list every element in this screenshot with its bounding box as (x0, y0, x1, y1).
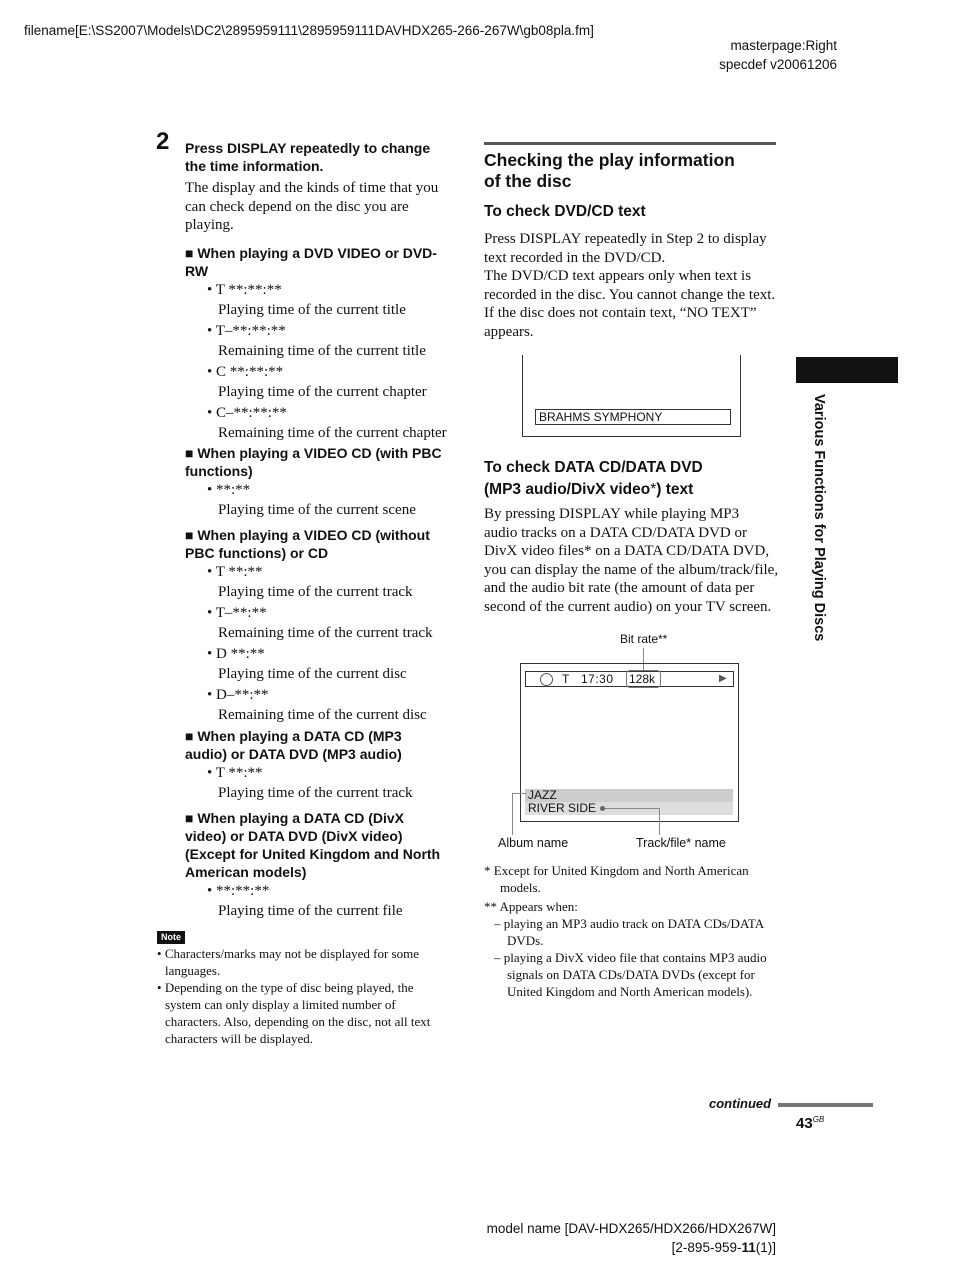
dvdcd-line: recorded in the disc. You cannot change the text. (484, 286, 776, 303)
footnotes (484, 862, 784, 1000)
data-line: you can display the name of the album/track/file, (484, 561, 779, 578)
bullet: • (207, 323, 216, 339)
time-code: T **:**:** (215, 282, 282, 298)
masterpage-text: masterpage:Right (730, 38, 837, 53)
time-section (185, 244, 455, 442)
time-code-description: Playing time of the current file (218, 903, 403, 919)
dvdcd-title: To check DVD/CD text (484, 203, 646, 220)
bullet: • (207, 605, 216, 621)
time-code-item (185, 281, 455, 299)
track-name-text: RIVER SIDE (525, 802, 733, 815)
header-masterpage (719, 36, 837, 74)
footnote-line: * Except for United Kingdom and North American (484, 863, 749, 878)
time-code-description: Playing time of the current disc (218, 666, 407, 682)
footer-code-prefix: [2-895-959- (671, 1240, 742, 1255)
footnote-line: – playing a DivX video file that contains MP3 audio (494, 950, 767, 965)
time-code-description: Remaining time of the current track (218, 625, 433, 641)
section-title-line: ■ When playing a DATA CD (MP3 (185, 728, 402, 744)
data-title-part: (MP3 audio/DivX video (484, 481, 651, 498)
step-body-line: The display and the kinds of time that you (185, 180, 439, 196)
dvdcd-line: If the disc does not contain text, “NO TEXT” (484, 305, 757, 322)
time-code-description: Remaining time of the current disc (218, 707, 427, 723)
bullet: • (207, 765, 216, 781)
time-code: **:**:** (216, 883, 270, 899)
data-title-part: ) text (656, 481, 694, 498)
time-section (185, 444, 455, 519)
dvd-text-bar: BRAHMS SYMPHONY (535, 409, 731, 425)
section-title-line: audio) or DATA DVD (MP3 audio) (185, 746, 402, 762)
dvdcd-line: Press DISPLAY repeatedly in Step 2 to display (484, 231, 767, 247)
time-code-description: Playing time of the current scene (218, 502, 416, 518)
track-leader (659, 808, 660, 835)
time-code-item (185, 404, 455, 422)
side-tab-label: Various Functions for Playing Discs (811, 394, 827, 642)
time-code: T **:** (215, 564, 263, 580)
header-filename: filename[E:\SS2007\Models\DC2\2895959111\2895959111DAVHDX265-266-267W\gb08pla.fm] (24, 23, 594, 38)
data-line: second of the current audio) on your TV screen. (484, 598, 772, 615)
bullet: • (207, 405, 217, 421)
footer-model: model name [DAV-HDX265/HDX266/HDX267W] (486, 1221, 776, 1236)
bullet: • (207, 646, 217, 662)
heading-line: Checking the play information (484, 150, 735, 170)
note-label: Note (157, 931, 185, 944)
time-code: D **:** (216, 646, 265, 662)
step-body (185, 179, 438, 235)
section-title-line: functions) (185, 463, 253, 479)
specdef-text: specdef v20061206 (719, 57, 837, 72)
time-code-item (185, 481, 455, 499)
time-code: D–**:** (216, 687, 269, 703)
dvd-text-screen (522, 355, 741, 437)
bullet: • (207, 883, 217, 899)
dvdcd-line: text recorded in the DVD/CD. (484, 249, 666, 266)
bullet: • (207, 282, 216, 298)
note-text: Characters/marks may not be displayed for some (164, 946, 419, 961)
album-leader-h (512, 793, 526, 794)
time-section (185, 526, 455, 724)
mp3-info-area (525, 789, 733, 815)
heading-rule (484, 142, 776, 145)
data-line: audio tracks on a DATA CD/DATA DVD or (484, 524, 747, 541)
section-heading (484, 150, 735, 192)
bullet: • (207, 564, 216, 580)
footnote-line: models. (500, 880, 541, 895)
album-callout-label: Album name (498, 836, 569, 850)
section-title-line: ■ When playing a DVD VIDEO or DVD- (185, 245, 437, 261)
time-code-description: Playing time of the current chapter (218, 384, 427, 400)
play-icon: ▶ (719, 673, 727, 684)
step-body-line: playing. (185, 217, 234, 234)
footer (487, 1219, 776, 1257)
note-text: Depending on the type of disc being played, the (164, 980, 414, 995)
data-title-line: To check DATA CD/DATA DVD (484, 459, 703, 476)
note-line: characters will be displayed. (165, 1031, 313, 1046)
step-title (185, 139, 430, 175)
time-code-description: Remaining time of the current title (218, 343, 426, 359)
note-item (157, 979, 457, 1047)
section-title-line: ■ When playing a VIDEO CD (with PBC (185, 445, 442, 461)
time-code-description: Playing time of the current title (218, 302, 406, 318)
step-title-line: the time information. (185, 158, 324, 174)
time-code: T–**:** (215, 605, 267, 621)
footer-code (487, 1238, 776, 1257)
note-line: • Depending on the type of disc being played, the (157, 980, 414, 995)
track-leader-h (603, 808, 659, 809)
data-title-star: * (650, 481, 657, 498)
footnote-line: ** Appears when: (484, 899, 578, 914)
mp3-status-bar (525, 671, 734, 687)
step-body-line: can check depend on the disc you are (185, 198, 409, 215)
data-line: By pressing DISPLAY while playing MP3 (484, 506, 740, 522)
time-code-item (185, 322, 455, 340)
bullet: • (207, 482, 217, 498)
bullet: • (207, 687, 217, 703)
album-name-text: JAZZ (528, 788, 557, 802)
mp3-screen (520, 663, 739, 822)
note-line: characters. Also, depending on the disc, not all text (165, 1014, 431, 1029)
play-time: 17:30 (581, 672, 614, 686)
track-leader-dot (600, 806, 605, 811)
page-number (796, 1115, 824, 1132)
dvdcd-line: The DVD/CD text appears only when text is (484, 268, 752, 285)
bullet: • (207, 364, 217, 380)
note-list (157, 945, 457, 1047)
footnote-line: DVDs. (507, 933, 544, 948)
data-title-line (484, 479, 703, 501)
time-code-item (185, 563, 455, 581)
time-code-item (185, 604, 455, 622)
time-code-item (185, 363, 455, 381)
section-title-line: PBC functions) or CD (185, 545, 329, 561)
note-line: • Characters/marks may not be displayed for some (157, 946, 419, 961)
time-code-item (185, 764, 455, 782)
dvdcd-body (484, 230, 784, 342)
time-code-description: Playing time of the current track (218, 584, 413, 600)
note-item (157, 945, 457, 979)
footnote-line: signals on DATA CDs/DATA DVDs (except for (507, 967, 755, 982)
step-number: 2 (156, 128, 170, 155)
note-line: system can only display a limited number of (165, 997, 396, 1012)
time-code: C **:**:** (216, 364, 284, 380)
section-title-line: ■ When playing a DATA CD (DivX (185, 810, 404, 826)
time-code: T **:** (215, 765, 263, 781)
data-line: DivX video files* on a DATA CD/DATA DVD, (484, 543, 770, 560)
note-line: languages. (165, 963, 221, 978)
section-title-line: (Except for United Kingdom and North (185, 846, 441, 862)
time-code-description: Playing time of the current track (218, 785, 413, 801)
track-callout-label: Track/file* name (636, 836, 726, 850)
time-code-item (185, 686, 455, 704)
footer-code-suffix: (1)] (755, 1240, 776, 1255)
data-body (484, 505, 784, 617)
footnote-line: – playing an MP3 audio track on DATA CDs/DATA (494, 916, 765, 931)
disc-icon (540, 673, 553, 686)
bitrate-callout-label: Bit rate** (620, 632, 668, 646)
page-suffix: GB (812, 1115, 825, 1124)
section-title-line: video) or DATA DVD (DivX video) (185, 828, 403, 844)
data-line: and the audio bit rate (the amount of data per (484, 580, 755, 597)
time-code-item (185, 645, 455, 663)
heading-line: of the disc (484, 171, 572, 191)
time-code: **:** (216, 482, 251, 498)
dvdcd-line: appears. (484, 323, 534, 340)
continued-label: continued (709, 1096, 772, 1111)
time-code: C–**:**:** (216, 405, 287, 421)
time-code-description: Remaining time of the current chapter (218, 425, 447, 441)
section-title-line: RW (185, 263, 209, 279)
footnote-line: United Kingdom and North American models). (507, 984, 753, 999)
page-number-text: 43 (796, 1115, 813, 1132)
step-title-line: Press DISPLAY repeatedly to change (185, 140, 431, 156)
time-section (185, 809, 455, 920)
footer-code-bold: 11 (741, 1240, 756, 1255)
time-section (185, 727, 455, 802)
bitrate-value: 128k (629, 672, 656, 686)
section-title-line: American models) (185, 864, 307, 880)
album-leader (512, 793, 513, 835)
time-code: T–**:**:** (215, 323, 286, 339)
time-code-item (185, 882, 455, 900)
continued-rule (778, 1103, 873, 1107)
track-letter: T (562, 672, 570, 686)
data-title (484, 457, 703, 501)
section-title-line: ■ When playing a VIDEO CD (without (185, 527, 430, 543)
side-tab-block (796, 357, 898, 383)
